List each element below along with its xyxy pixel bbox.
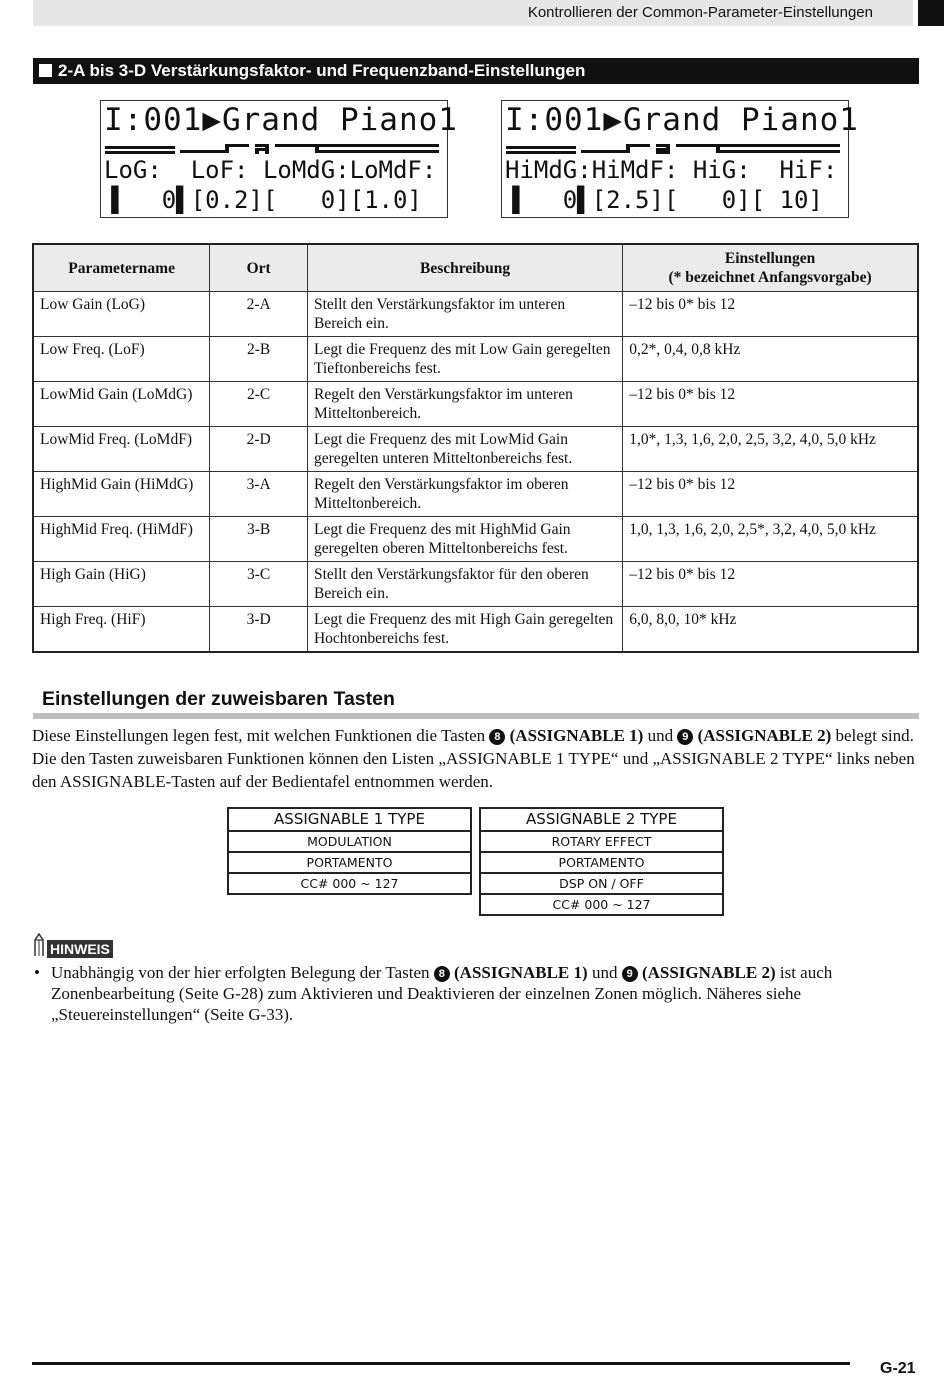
list-item: MODULATION bbox=[229, 832, 470, 853]
column-header-ort: Ort bbox=[210, 244, 308, 292]
footer-rule bbox=[32, 1362, 850, 1365]
note-text-1: Unabhängig von der hier erfolgten Belegung der Tasten bbox=[51, 963, 430, 982]
cell-ort: 3-D bbox=[210, 607, 308, 653]
cell-param: HighMid Freq. (HiMdF) bbox=[33, 517, 210, 562]
lcd-line-1: I:001▶Grand Piano1 bbox=[505, 102, 859, 138]
lcd-page-indicator-icon bbox=[105, 143, 441, 155]
header-block bbox=[918, 0, 944, 26]
column-header-einstellungen bbox=[623, 244, 918, 292]
table-header-row bbox=[33, 244, 918, 292]
paragraph-text-1: Diese Einstellungen legen fest, mit welchen Funktionen die Tasten bbox=[32, 726, 486, 745]
lcd-display-1 bbox=[100, 100, 458, 218]
cell-beschreibung: Legt die Frequenz des mit High Gain geregelten Hochtonbereichs fest. bbox=[307, 607, 622, 653]
lcd-page-indicator-icon bbox=[506, 143, 842, 155]
cell-einstellungen: –12 bis 0* bis 12 bbox=[623, 382, 918, 427]
assignable-2-type-title: ASSIGNABLE 2 TYPE bbox=[481, 809, 722, 832]
hinweis-note bbox=[32, 962, 918, 1025]
pencil-note-icon bbox=[32, 932, 46, 958]
page-number: G-21 bbox=[880, 1360, 916, 1377]
column-header-parametername: Parametername bbox=[33, 244, 210, 292]
cell-param: Low Gain (LoG) bbox=[33, 292, 210, 337]
lcd-line-2: HiMdG:HiMdF: HiG: HiF: bbox=[505, 156, 838, 184]
cell-ort: 2-C bbox=[210, 382, 308, 427]
bullet-icon: • bbox=[34, 963, 40, 982]
cell-ort: 2-D bbox=[210, 427, 308, 472]
cell-einstellungen: –12 bis 0* bis 12 bbox=[623, 292, 918, 337]
cell-einstellungen: 1,0*, 1,3, 1,6, 2,0, 2,5, 3,2, 4,0, 5,0 kHz bbox=[623, 427, 918, 472]
square-bullet-icon bbox=[39, 64, 52, 77]
table-row bbox=[33, 337, 918, 382]
cell-ort: 3-C bbox=[210, 562, 308, 607]
assignable-1-type-box bbox=[227, 807, 472, 895]
header-title: Kontrollieren der Common-Parameter-Einstellungen bbox=[527, 4, 873, 21]
cell-beschreibung: Legt die Frequenz des mit LowMid Gain geregelten unteren Mitteltonbereichs fest. bbox=[307, 427, 622, 472]
note-text-2: ist auch Zonenbearbeitung (Seite G-28) zum Aktivieren und Deaktivieren der einzelnen Zonen möglich. Näheres siehe „Steuereinstellungen“ (Seite G-33). bbox=[51, 963, 833, 1024]
table-row bbox=[33, 292, 918, 337]
list-item: DSP ON / OFF bbox=[481, 874, 722, 895]
key-assignable-2: (ASSIGNABLE 2) bbox=[641, 963, 776, 982]
subsection-rule bbox=[33, 713, 919, 719]
list-item: CC# 000 ~ 127 bbox=[552, 897, 651, 912]
cell-param: HighMid Gain (HiMdG) bbox=[33, 472, 210, 517]
note-text bbox=[51, 962, 918, 1025]
table-row bbox=[33, 382, 918, 427]
key-8-icon: 8 bbox=[434, 966, 450, 982]
cell-einstellungen: –12 bis 0* bis 12 bbox=[623, 562, 918, 607]
cell-beschreibung: Regelt den Verstärkungsfaktor im oberen Mitteltonbereich. bbox=[307, 472, 622, 517]
cell-einstellungen: 0,2*, 0,4, 0,8 kHz bbox=[623, 337, 918, 382]
key-assignable-1: (ASSIGNABLE 1) bbox=[454, 963, 588, 982]
cell-ort: 3-B bbox=[210, 517, 308, 562]
cell-param: LowMid Gain (LoMdG) bbox=[33, 382, 210, 427]
table-row bbox=[33, 427, 918, 472]
key-9-icon: 9 bbox=[677, 729, 693, 745]
cell-param: High Gain (HiG) bbox=[33, 562, 210, 607]
cell-ort: 2-A bbox=[210, 292, 308, 337]
paragraph-und: und bbox=[647, 726, 674, 745]
lcd-display-2 bbox=[501, 100, 859, 218]
lcd-line-3: ▐ 0▌[0.2][ 0][1.0] bbox=[104, 186, 422, 214]
key-9-icon: 9 bbox=[622, 966, 638, 982]
cell-beschreibung: Legt die Frequenz des mit Low Gain geregelten Tieftonbereichs fest. bbox=[307, 337, 622, 382]
column-header-einstellungen-note: (* bezeichnet Anfangsvorgabe) bbox=[668, 269, 872, 286]
lcd-line-3: ▐ 0▌[2.5][ 0][ 10] bbox=[505, 186, 823, 214]
cell-param: High Freq. (HiF) bbox=[33, 607, 210, 653]
key-assignable-1: (ASSIGNABLE 1) bbox=[509, 726, 644, 745]
cell-einstellungen: 6,0, 8,0, 10* kHz bbox=[623, 607, 918, 653]
cell-beschreibung: Regelt den Verstärkungsfaktor im unteren Mitteltonbereich. bbox=[307, 382, 622, 427]
list-item: CC# 000 ~ 127 bbox=[300, 876, 399, 891]
table-row bbox=[33, 517, 918, 562]
header-bar bbox=[33, 0, 913, 26]
column-header-einstellungen-title: Einstellungen bbox=[724, 250, 816, 267]
hinweis-text: HINWEIS bbox=[47, 940, 113, 958]
parameter-table bbox=[32, 243, 919, 653]
assignable-2-type-box bbox=[479, 807, 724, 916]
cell-einstellungen: 1,0, 1,3, 1,6, 2,0, 2,5*, 3,2, 4,0, 5,0 kHz bbox=[623, 517, 918, 562]
cell-einstellungen: –12 bis 0* bis 12 bbox=[623, 472, 918, 517]
note-und: und bbox=[591, 963, 618, 982]
table-row bbox=[33, 472, 918, 517]
list-item: PORTAMENTO bbox=[229, 853, 470, 874]
lcd-line-1: I:001▶Grand Piano1 bbox=[104, 102, 458, 138]
assignable-1-type-title: ASSIGNABLE 1 TYPE bbox=[229, 809, 470, 832]
subsection-title: Einstellungen der zuweisbaren Tasten bbox=[42, 688, 395, 710]
cell-ort: 2-B bbox=[210, 337, 308, 382]
section-heading bbox=[33, 58, 919, 84]
section-title: 2-A bis 3-D Verstärkungsfaktor- und Frequenzband-Einstellungen bbox=[58, 61, 586, 80]
cell-beschreibung: Stellt den Verstärkungsfaktor für den oberen Bereich ein. bbox=[307, 562, 622, 607]
table-row bbox=[33, 607, 918, 653]
key-assignable-2: (ASSIGNABLE 2) bbox=[697, 726, 832, 745]
list-item: PORTAMENTO bbox=[481, 853, 722, 874]
table-row bbox=[33, 562, 918, 607]
lcd-line-2: LoG: LoF: LoMdG:LoMdF: bbox=[104, 156, 437, 184]
column-header-beschreibung: Beschreibung bbox=[307, 244, 622, 292]
paragraph-text-2: belegt sind. Die den Tasten zuweisbaren Funktionen können den Listen „ASSIGNABLE 1 TYPE“ und „ASSIGNABLE 2 TYPE“ links neben den ASSIGNABLE-Tasten auf der Bedientafel entnommen werden. bbox=[32, 726, 915, 791]
list-item: ROTARY EFFECT bbox=[481, 832, 722, 853]
assignable-paragraph bbox=[32, 724, 922, 793]
key-8-icon: 8 bbox=[489, 729, 505, 745]
cell-param: LowMid Freq. (LoMdF) bbox=[33, 427, 210, 472]
cell-ort: 3-A bbox=[210, 472, 308, 517]
cell-beschreibung: Legt die Frequenz des mit HighMid Gain geregelten oberen Mitteltonbereichs fest. bbox=[307, 517, 622, 562]
cell-beschreibung: Stellt den Verstärkungsfaktor im unteren Bereich ein. bbox=[307, 292, 622, 337]
cell-param: Low Freq. (LoF) bbox=[33, 337, 210, 382]
